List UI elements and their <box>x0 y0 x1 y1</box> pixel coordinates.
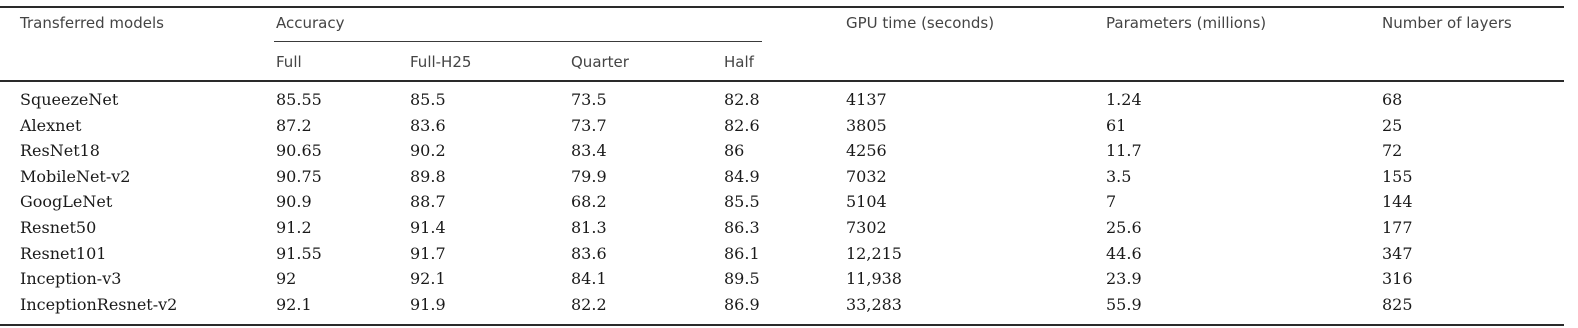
cell-parameters: 44.6 <box>1106 243 1142 263</box>
cell-layers: 68 <box>1382 90 1403 109</box>
cell-layers: 72 <box>1382 141 1403 161</box>
cell-half: 86 <box>724 141 745 161</box>
cell-model: Resnet101 <box>20 243 107 263</box>
cell-parameters: 3.5 <box>1106 166 1132 186</box>
cell-full: 92 <box>276 269 297 289</box>
table-bottom-rule <box>0 324 1564 326</box>
cell-full-h25: 91.9 <box>410 294 446 314</box>
cell-full: 87.2 <box>276 115 312 135</box>
cell-parameters: 11.7 <box>1106 141 1142 161</box>
cell-full: 90.65 <box>276 141 322 161</box>
cell-full-h25: 88.7 <box>410 192 446 212</box>
cell-parameters: 1.24 <box>1106 90 1142 109</box>
header-number-of-layers: Number of layers <box>1382 14 1512 32</box>
cell-quarter: 83.6 <box>571 243 607 263</box>
header-transferred-models: Transferred models <box>20 14 164 32</box>
cell-half: 82.8 <box>724 90 760 109</box>
cell-quarter: 73.7 <box>571 115 607 135</box>
cell-model: InceptionResnet-v2 <box>20 294 178 314</box>
cell-model: Inception-v3 <box>20 269 122 289</box>
cell-gpu-time: 3805 <box>846 115 887 135</box>
cell-full-h25: 91.7 <box>410 243 446 263</box>
subheader-full-h25: Full-H25 <box>410 53 472 71</box>
cell-full: 90.9 <box>276 192 312 212</box>
cell-layers: 144 <box>1382 192 1413 212</box>
cell-half: 86.3 <box>724 218 760 237</box>
cell-full-h25: 91.4 <box>410 218 446 237</box>
cell-full: 92.1 <box>276 294 312 314</box>
cell-gpu-time: 4137 <box>846 90 887 109</box>
cell-gpu-time: 12,215 <box>846 243 902 263</box>
subheader-quarter: Quarter <box>571 53 629 71</box>
subheader-half: Half <box>724 53 754 71</box>
cell-parameters: 25.6 <box>1106 218 1142 237</box>
cell-quarter: 82.2 <box>571 294 607 314</box>
cell-gpu-time: 7302 <box>846 218 887 237</box>
cell-model: Alexnet <box>20 115 82 135</box>
cell-half: 85.5 <box>724 192 760 212</box>
cell-model: ResNet18 <box>20 141 100 161</box>
cell-full-h25: 92.1 <box>410 269 446 289</box>
cell-layers: 316 <box>1382 269 1413 289</box>
header-accuracy: Accuracy <box>276 14 345 32</box>
cell-quarter: 73.5 <box>571 90 607 109</box>
cell-half: 86.1 <box>724 243 760 263</box>
cell-full: 91.2 <box>276 218 312 237</box>
cell-layers: 825 <box>1382 294 1413 314</box>
cell-half: 89.5 <box>724 269 760 289</box>
cell-full-h25: 83.6 <box>410 115 446 135</box>
cell-half: 82.6 <box>724 115 760 135</box>
cell-model: Resnet50 <box>20 218 97 237</box>
header-gpu-time: GPU time (seconds) <box>846 14 995 32</box>
cell-layers: 177 <box>1382 218 1413 237</box>
cell-parameters: 61 <box>1106 115 1127 135</box>
cell-parameters: 23.9 <box>1106 269 1142 289</box>
cell-gpu-time: 4256 <box>846 141 887 161</box>
cell-quarter: 68.2 <box>571 192 607 212</box>
cell-model: MobileNet-v2 <box>20 166 131 186</box>
table-top-rule <box>0 6 1564 8</box>
cell-full: 90.75 <box>276 166 322 186</box>
accuracy-subheader-rule <box>274 41 762 42</box>
cell-layers: 25 <box>1382 115 1403 135</box>
cell-gpu-time: 33,283 <box>846 294 902 314</box>
cell-quarter: 79.9 <box>571 166 607 186</box>
cell-gpu-time: 7032 <box>846 166 887 186</box>
cell-half: 86.9 <box>724 294 760 314</box>
cell-full-h25: 89.8 <box>410 166 446 186</box>
header-parameters: Parameters (millions) <box>1106 14 1267 32</box>
cell-model: SqueezeNet <box>20 90 119 109</box>
cell-full: 85.55 <box>276 90 322 109</box>
table-header-rule <box>0 80 1564 82</box>
cell-layers: 155 <box>1382 166 1413 186</box>
cell-model: GoogLeNet <box>20 192 113 212</box>
cell-half: 84.9 <box>724 166 760 186</box>
cell-quarter: 83.4 <box>571 141 607 161</box>
cell-gpu-time: 5104 <box>846 192 887 212</box>
cell-parameters: 55.9 <box>1106 294 1142 314</box>
cell-quarter: 84.1 <box>571 269 607 289</box>
subheader-full: Full <box>276 53 302 71</box>
cell-full-h25: 90.2 <box>410 141 446 161</box>
cell-full: 91.55 <box>276 243 322 263</box>
cell-layers: 347 <box>1382 243 1413 263</box>
cell-full-h25: 85.5 <box>410 90 446 109</box>
cell-quarter: 81.3 <box>571 218 607 237</box>
cell-gpu-time: 11,938 <box>846 269 902 289</box>
cell-parameters: 7 <box>1106 192 1117 212</box>
